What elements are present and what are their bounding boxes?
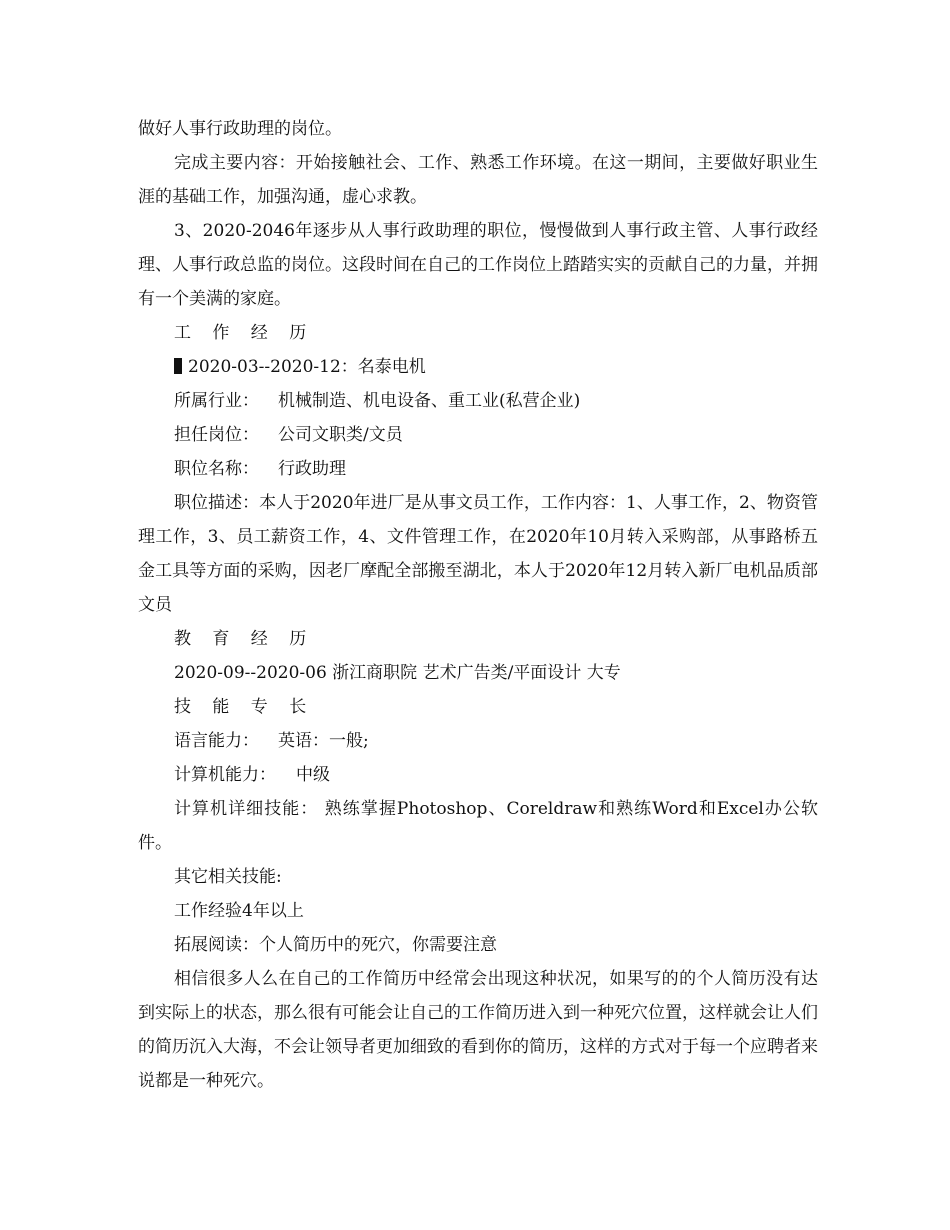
industry-line [138,384,818,418]
job-title-label: 职位名称： [174,459,259,479]
document-body [138,112,818,1098]
job-title-value: 行政助理 [278,459,346,479]
computer-value: 中级 [296,765,330,785]
paragraph-career-goal: 做好人事行政助理的岗位。 [138,119,342,139]
work-period: 2020-03--2020-12：名泰电机 [188,357,426,377]
post-line [138,418,818,452]
computer-label: 计算机能力： [174,765,276,785]
industry-value: 机械制造、机电设备、重工业(私营企业) [278,391,581,411]
language-value: 英语：一般; [278,731,369,751]
language-line [138,724,818,758]
industry-label: 所属行业： [174,391,259,411]
computer-line [138,758,818,792]
post-value: 公司文职类/文员 [278,425,403,445]
experience-years: 工作经验4年以上 [174,901,304,921]
computer-detail: 计算机详细技能： 熟练掌握Photoshop、Coreldraw和熟练Word和Excel办公软件。 [138,799,818,853]
job-title-line [138,452,818,486]
post-label: 担任岗位： [174,425,259,445]
other-skills: 其它相关技能: [174,867,282,887]
paragraph-long-term-plan: 3、2020-2046年逐步从人事行政助理的职位，慢慢做到人事行政主管、人事行政经理、人事行政总监的岗位。这段时间在自己的工作岗位上踏踏实实的贡献自己的力量，并拥有一个美满的家庭。 [138,221,818,309]
work-experience-heading: 工 作 经 历 [174,323,315,343]
bullet-marker-icon [174,358,182,374]
extended-reading-body: 相信很多人么在自己的工作简历中经常会出现这种状况，如果写的的个人简历没有达到实际上的状态，那么很有可能会让自己的工作简历进入到一种死穴位置，这样就会让人们的简历沉入大海，不会让领导者更加细致的看到你的简历，这样的方式对于每一个应聘者来说都是一种死穴。 [138,969,818,1091]
language-label: 语言能力： [174,731,259,751]
paragraph-main-content: 完成主要内容：开始接触社会、工作、熟悉工作环境。在这一期间，主要做好职业生涯的基础工作，加强沟通，虚心求教。 [138,153,818,207]
job-description: 职位描述：本人于2020年进厂是从事文员工作，工作内容：1、人事工作，2、物资管理工作，3、员工薪资工作，4、文件管理工作，在2020年10月转入采购部，从事路桥五金工具等方面的采购，因老厂摩配全部搬至湖北，本人于2020年12月转入新厂电机品质部文员 [138,493,818,615]
education-entry: 2020-09--2020-06 浙江商职院 艺术广告类/平面设计 大专 [174,663,621,683]
extended-reading-title: 拓展阅读：个人简历中的死穴，你需要注意 [174,935,497,955]
skills-heading: 技 能 专 长 [174,697,315,717]
work-period-line [138,350,818,384]
education-heading: 教 育 经 历 [174,629,315,649]
